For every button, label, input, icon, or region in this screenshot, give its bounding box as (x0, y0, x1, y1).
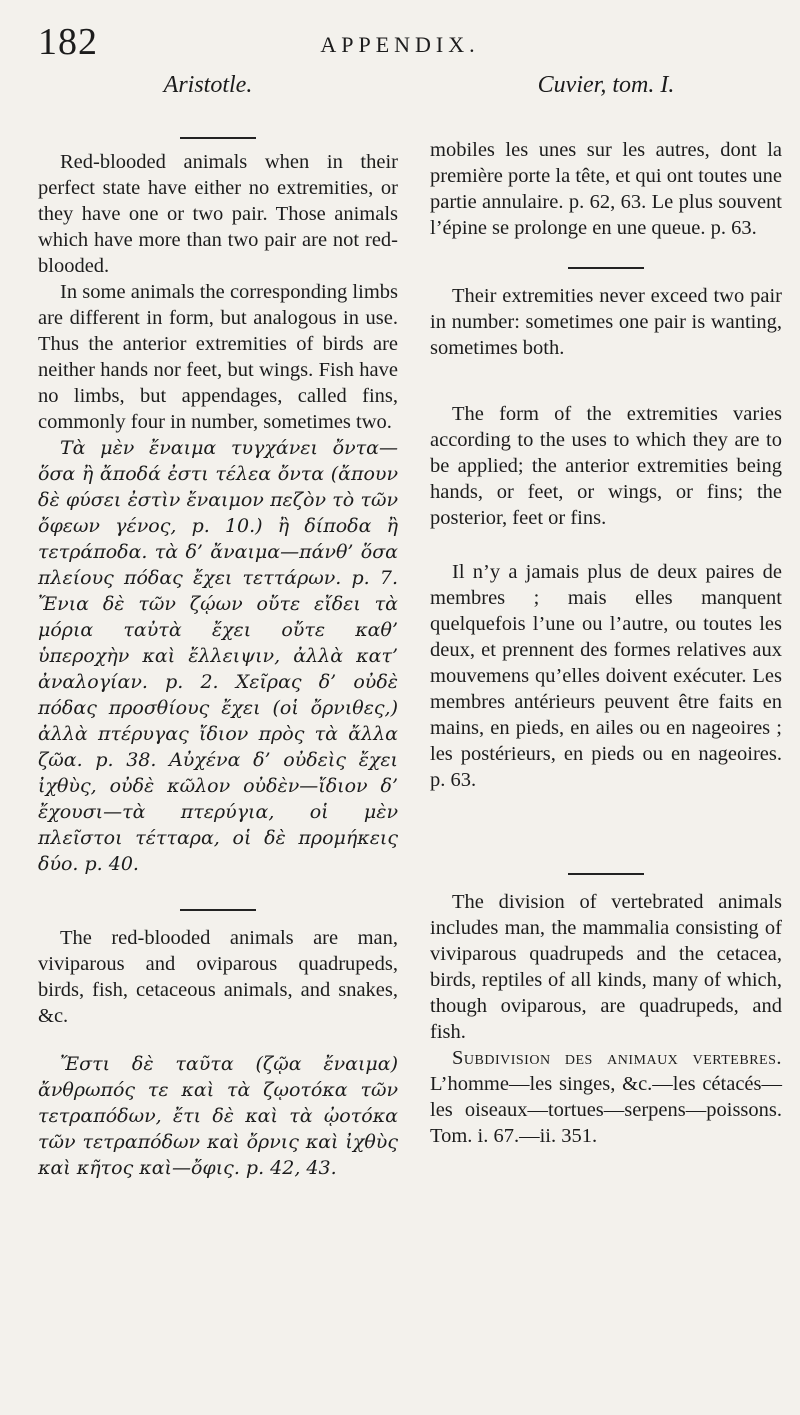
subdivision-heading: Subdivision des animaux vertebres. (452, 1047, 782, 1069)
paragraph: mobiles les unes sur les autres, dont la première porte la tête, et qui ont toutes une partie annulaire. p. 62, 63. Le plus souvent l’épine se prolonge en une queue. p. 63. (430, 139, 782, 239)
paragraph: Red-blooded animals when in their perfect state have either no extremities, or they have one or two pair. Those animals which have more than two pair are not red-blooded. (38, 151, 398, 277)
right-column-heading: Cuvier, tom. I. (537, 72, 675, 98)
paragraph: Il n’y a jamais plus de deux paires de membres ; mais elles manquent quelquefois l’une ou l’autre, ou toutes les deux, et prennent des formes relatives aux mouvemens qu’elles doivent exécuter. Les membres antérieurs peuvent être faits en mains, en pieds, en ailes ou en nageoires ; les postérieurs, en pieds ou en nageoires. p. 63. (430, 561, 782, 791)
left-column-aristotle (38, 72, 398, 1181)
section-divider (568, 873, 644, 875)
right-column-cuvier (430, 72, 782, 1149)
paragraph: The form of the extremities varies according to the uses to which they are to be applied; the anterior extremities being hands, or feet, or wings, or fins; the posterior, feet or fins. (430, 403, 782, 529)
section-divider (180, 909, 256, 911)
paragraph: The division of vertebrated animals includes man, the mammalia consisting of viviparous quadrupeds and the cetacea, birds, reptiles of all kinds, many of which, though oviparous, are quadrupeds, and fish. (430, 891, 782, 1043)
greek-quotation: Τὰ μὲν ἔναιμα τυγχάνει ὄντα—ὅσα ἢ ἄποδά ἐστι τέλεα ὄντα (ἄπουν δὲ φύσει ἐστὶν ἔναιμον πεζὸν τὸ τῶν ὄφεων γένος, p. 10.) ἢ δίποδα ἢ τετράποδα. τὰ δ’ ἄναιμα—πάνθ’ ὅσα πλείους πόδας ἔχει τεττάρων. p. 7. Ἔνια δὲ τῶν ζῴων οὔτε εἴδει τὰ μόρια ταὐτὰ ἔχει οὔτε καθ’ ὑπεροχὴν καὶ ἔλλειψιν, ἀλλὰ κατ’ ἀναλογίαν. p. 2. Χεῖρας δ’ οὐδὲ πόδας προσθίους ἔχει (οἱ ὄρνιθες,) ἀλλὰ πτέρυγας ἴδιον πρὸς τὰ ἄλλα ζῶα. p. 38. Αὐχένα δ’ οὐδεὶς ἔχει ἰχθὺς, οὐδὲ κῶλον οὐδὲν—ἴδιον δ’ ἔχουσι—τὰ πτερύγια, οἱ μὲν πλεῖστοι τέτταρα, οἱ δὲ προμήκεις δύο. p. 40. (38, 437, 398, 875)
paragraph (430, 1045, 782, 1149)
greek-quotation: Ἔστι δὲ ταῦτα (ζῷα ἔναιμα) ἄνθρωπός τε καὶ τὰ ζῳοτόκα τῶν τετραπόδων, ἔτι δὲ καὶ τὰ ᾠοτόκα τῶν τετραπόδων καὶ ὄρνις καὶ ἰχθὺς καὶ κῆτος καὶ—ὄφις. p. 42, 43. (38, 1053, 398, 1179)
page-number: 182 (38, 21, 98, 63)
subdivision-text: L’homme—les singes, &c.—les cétacés—les oiseaux—tortues—serpens—poissons. Tom. i. 67.—ii. 351. (430, 1073, 782, 1147)
section-divider (180, 137, 256, 139)
paragraph: Their extremities never exceed two pair in number: sometimes one pair is wanting, sometimes both. (430, 285, 782, 359)
running-header (0, 20, 800, 70)
paragraph: In some animals the corresponding limbs are different in form, but analogous in use. Thus the anterior extremities of birds are neither hands nor feet, but wings. Fish have no limbs, but appendages, called fins, commonly four in number, sometimes two. (38, 281, 398, 433)
left-column-heading: Aristotle. (163, 72, 253, 98)
section-divider (568, 267, 644, 269)
paragraph: The red-blooded animals are man, viviparous and oviparous quadrupeds, birds, fish, cetaceous animals, and snakes, &c. (38, 927, 398, 1027)
running-title: APPENDIX. (320, 32, 480, 57)
